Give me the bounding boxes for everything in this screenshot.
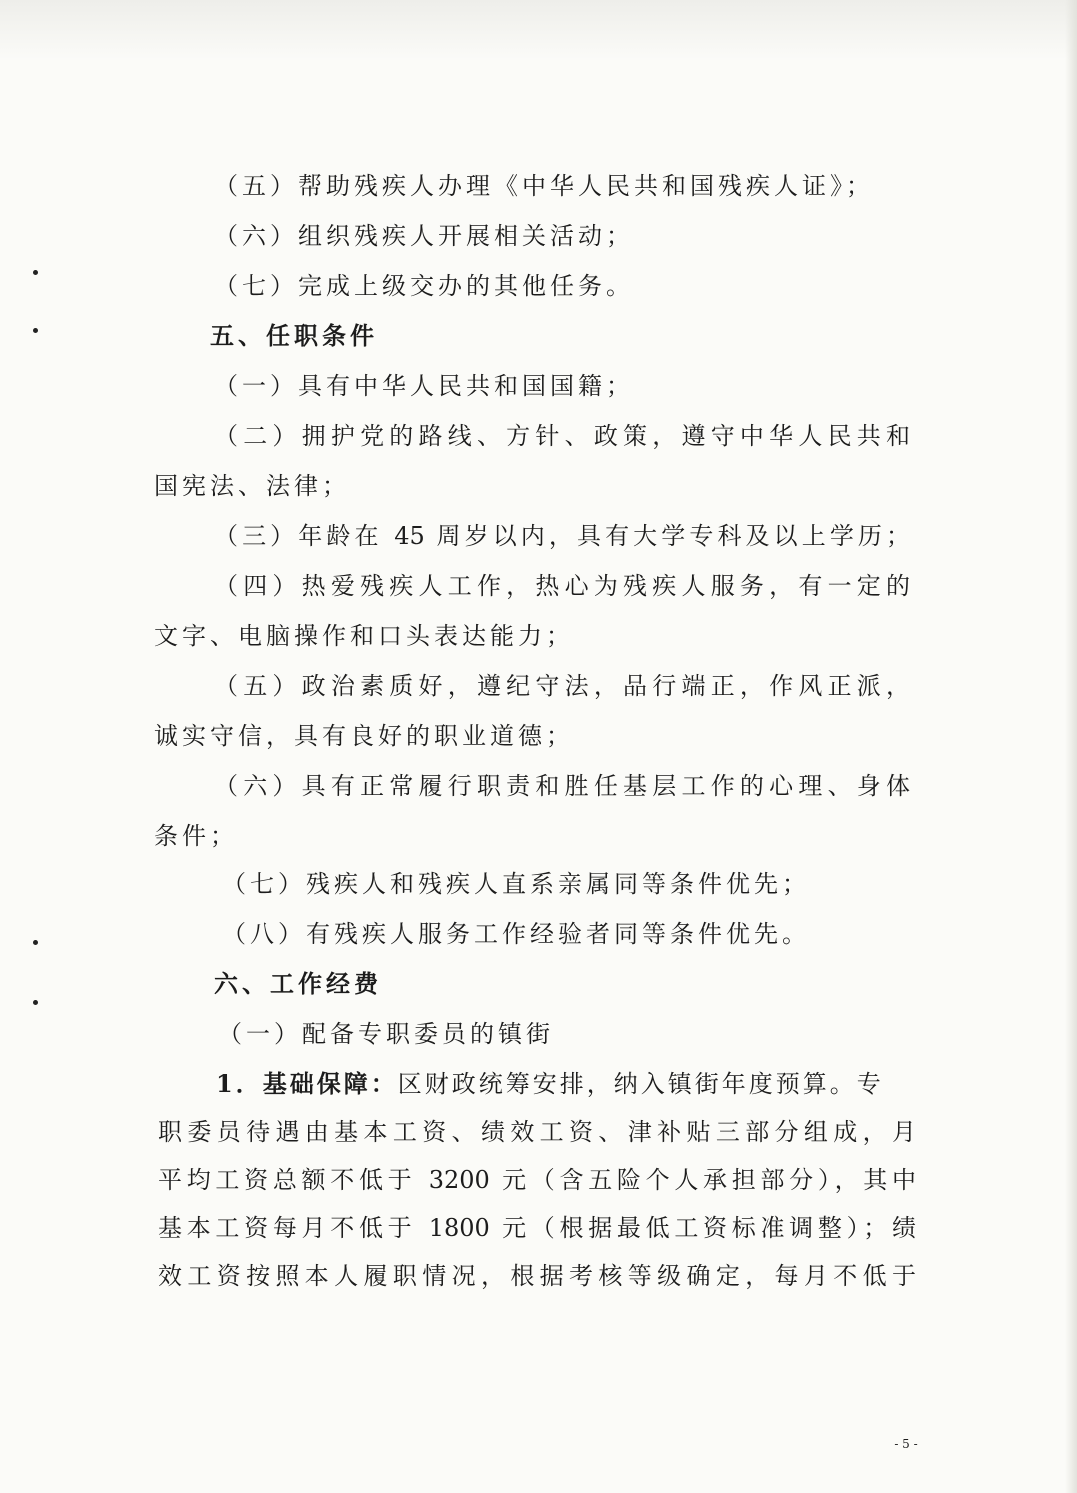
qualification-item-6-continued: 条件；	[154, 822, 238, 850]
funding-subheading-1: （一）配备专职委员的镇街	[218, 1020, 554, 1048]
funding-basic-guarantee	[216, 1068, 916, 1100]
funding-paragraph-line: 基本工资每月不低于 1800 元（根据最低工资标准调整）；绩	[158, 1214, 916, 1242]
qualification-item-5: （五）政治素质好，遵纪守法，品行端正，作风正派，	[214, 672, 910, 700]
section-heading-funding: 六、工作经费	[214, 970, 382, 998]
qualification-item-2: （二）拥护党的路线、方针、政策，遵守中华人民共和	[214, 422, 910, 450]
section-heading-qualifications: 五、任职条件	[210, 322, 378, 350]
qualification-item-4-continued: 文字、电脑操作和口头表达能力；	[154, 622, 574, 650]
duty-item-7: （七）完成上级交办的其他任务。	[214, 272, 634, 300]
qualification-item-4: （四）热爱残疾人工作，热心为残疾人服务，有一定的	[214, 572, 910, 600]
duty-item-6: （六）组织残疾人开展相关活动；	[214, 222, 634, 250]
qualification-item-8: （八）有残疾人服务工作经验者同等条件优先。	[222, 920, 810, 948]
qualification-item-2-continued: 国宪法、法律；	[154, 472, 350, 500]
funding-lead-in: 1．基础保障：	[216, 1069, 398, 1098]
funding-basic-guarantee-text: 区财政统筹安排，纳入镇街年度预算。专	[397, 1070, 884, 1098]
page-number: - 5 -	[894, 1437, 918, 1451]
funding-paragraph-line: 平均工资总额不低于 3200 元（含五险个人承担部分），其中	[158, 1166, 916, 1194]
funding-paragraph-line: 职委员待遇由基本工资、绩效工资、津补贴三部分组成，月	[158, 1118, 916, 1146]
funding-paragraph-line: 效工资按照本人履职情况，根据考核等级确定，每月不低于	[158, 1262, 916, 1290]
qualification-item-3: （三）年龄在 45 周岁以内，具有大学专科及以上学历；	[214, 522, 910, 550]
qualification-item-7: （七）残疾人和残疾人直系亲属同等条件优先；	[222, 870, 810, 898]
duty-item-5: （五）帮助残疾人办理《中华人民共和国残疾人证》；	[214, 172, 874, 200]
qualification-item-5-continued: 诚实守信，具有良好的职业道德；	[154, 722, 574, 750]
qualification-item-6: （六）具有正常履行职责和胜任基层工作的心理、身体	[214, 772, 910, 800]
qualification-item-1: （一）具有中华人民共和国国籍；	[214, 372, 634, 400]
